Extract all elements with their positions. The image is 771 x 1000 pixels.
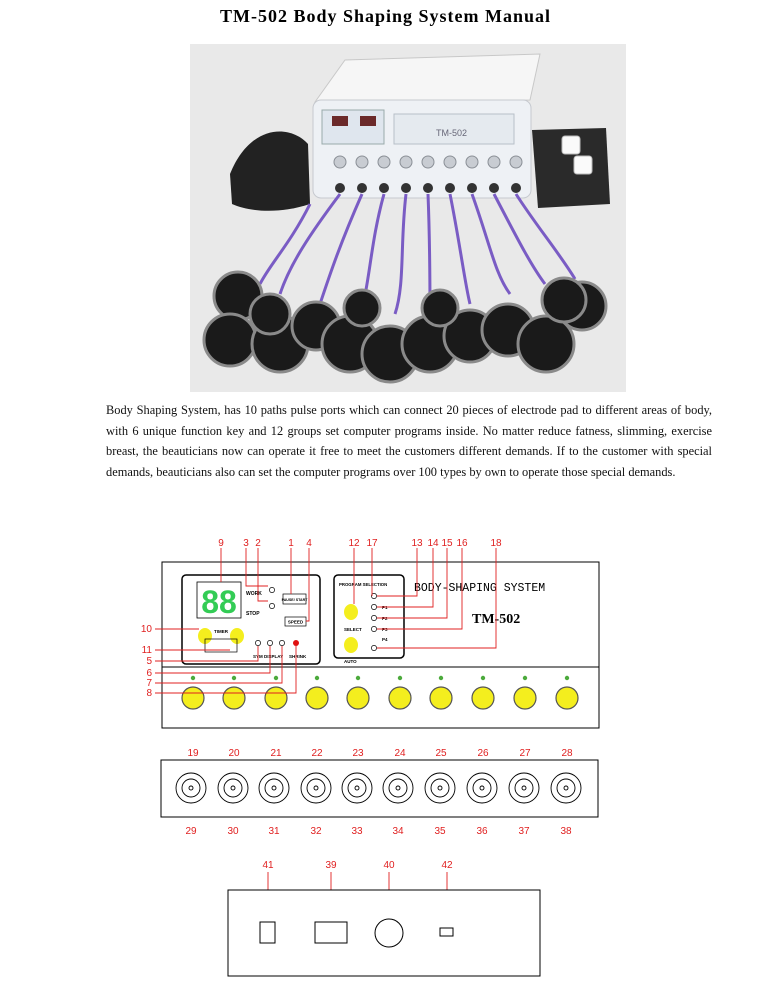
knob-number: 19 xyxy=(187,748,199,759)
shrink-led xyxy=(293,640,299,646)
channel-knob-1[interactable] xyxy=(182,687,204,709)
display-digits: 88 xyxy=(201,584,237,620)
channel-knob-8[interactable] xyxy=(472,687,494,709)
knob-number: 27 xyxy=(519,748,531,759)
callout-10: 10 xyxy=(140,624,152,635)
port-number-row xyxy=(185,826,572,837)
select-label: SELECT xyxy=(344,627,362,632)
callout-13: 13 xyxy=(411,538,423,549)
auto-led xyxy=(371,645,376,650)
channel-knob-4[interactable] xyxy=(306,687,328,709)
channel-knob-5[interactable] xyxy=(347,687,369,709)
callout-17: 17 xyxy=(366,538,378,549)
output-port-2[interactable] xyxy=(218,773,248,803)
channel-knob-10[interactable] xyxy=(556,687,578,709)
output-port-1[interactable] xyxy=(176,773,206,803)
callout-16: 16 xyxy=(456,538,468,549)
sym-display-label: SYM DISPLAY xyxy=(253,654,284,659)
shrink-label: SHRINK xyxy=(289,654,307,659)
knob-number: 22 xyxy=(311,748,323,759)
knob-number-row xyxy=(187,748,573,759)
port-number: 29 xyxy=(185,826,197,837)
knob-number: 26 xyxy=(477,748,489,759)
callout-8: 8 xyxy=(146,688,152,699)
port-number: 34 xyxy=(392,826,404,837)
channel-knob-2[interactable] xyxy=(223,687,245,709)
device-illustration xyxy=(190,44,626,392)
device-photo xyxy=(190,44,626,392)
callout-2: 2 xyxy=(255,538,261,549)
program-selection-label: PROGRAM SELECTION xyxy=(339,582,388,587)
pause-start-label: PAUSE/ START xyxy=(281,598,308,602)
work-led xyxy=(269,587,274,592)
callout-9: 9 xyxy=(218,538,224,549)
output-port-4[interactable] xyxy=(301,773,331,803)
small-port[interactable] xyxy=(440,928,453,936)
port-number: 30 xyxy=(227,826,239,837)
auto-label: AUTO xyxy=(344,659,357,664)
description-paragraph: Body Shaping System, has 10 paths pulse ports which can connect 20 pieces of electrode pad to different areas of body, with 6 unique function key and 12 groups set computer programs inside. No matter reduce fatness, slimming, exercise breast, the beauticians now can operate it free to meet the customers different demands. If to the customer with special demands, beauticians also can set the computer programs over 100 types by own to operate those special demands. xyxy=(106,403,712,479)
p1-led xyxy=(371,604,376,609)
fuse-holder[interactable] xyxy=(375,919,403,947)
knob-number: 25 xyxy=(435,748,447,759)
callout-7: 7 xyxy=(146,678,152,689)
select-knob[interactable] xyxy=(344,637,358,653)
callout-41: 41 xyxy=(262,860,274,871)
p2-label: P2 xyxy=(382,616,388,621)
port-number: 38 xyxy=(560,826,572,837)
port-number: 37 xyxy=(518,826,530,837)
callout-3: 3 xyxy=(243,538,249,549)
p3-led xyxy=(371,626,376,631)
p4-label: P4 xyxy=(382,637,388,642)
p1-label: P1 xyxy=(382,605,388,610)
document-title: TM-502 Body Shaping System Manual xyxy=(219,6,552,26)
knob-number: 21 xyxy=(270,748,282,759)
channel-knob-6[interactable] xyxy=(389,687,411,709)
back-panel-numbers xyxy=(262,860,453,871)
callout-4: 4 xyxy=(306,538,312,549)
callout-18: 18 xyxy=(490,538,502,549)
callout-12: 12 xyxy=(348,538,360,549)
stop-led xyxy=(269,603,274,608)
power-socket[interactable] xyxy=(315,922,347,943)
model-name: TM-502 xyxy=(472,612,521,627)
speed-label: SPEED xyxy=(287,619,304,625)
output-port-9[interactable] xyxy=(509,773,539,803)
channel-knob-3[interactable] xyxy=(265,687,287,709)
callout-15: 15 xyxy=(441,538,453,549)
sym-led-3 xyxy=(279,640,284,645)
callout-14: 14 xyxy=(427,538,439,549)
knob-number: 24 xyxy=(394,748,406,759)
knob-number: 23 xyxy=(352,748,364,759)
callout-40: 40 xyxy=(383,860,395,871)
sym-led-1 xyxy=(255,640,260,645)
callout-1: 1 xyxy=(288,538,294,549)
p3-label: P3 xyxy=(382,627,388,632)
knob-number: 20 xyxy=(228,748,240,759)
callout-6: 6 xyxy=(146,668,152,679)
output-port-8[interactable] xyxy=(467,773,497,803)
output-port-10[interactable] xyxy=(551,773,581,803)
device-photo-model-label: TM-502 xyxy=(436,128,468,138)
callout-11: 11 xyxy=(141,645,152,656)
power-switch[interactable] xyxy=(260,922,275,943)
system-name: BODY-SHAPING SYSTEM xyxy=(414,582,546,595)
port-number: 36 xyxy=(476,826,488,837)
channel-knob-7[interactable] xyxy=(430,687,452,709)
sym-led-2 xyxy=(267,640,272,645)
panel-diagram xyxy=(0,530,771,1000)
port-number: 31 xyxy=(268,826,280,837)
callout-39: 39 xyxy=(325,860,337,871)
output-port-6[interactable] xyxy=(383,773,413,803)
output-port-3[interactable] xyxy=(259,773,289,803)
output-port-5[interactable] xyxy=(342,773,372,803)
work-label: WORK xyxy=(246,591,262,597)
port-number: 35 xyxy=(434,826,446,837)
knob-number: 28 xyxy=(561,748,573,759)
channel-knob-9[interactable] xyxy=(514,687,536,709)
timer-label: TIMER xyxy=(214,629,228,634)
p2-led xyxy=(371,615,376,620)
stop-label: STOP xyxy=(246,611,260,617)
callout-5: 5 xyxy=(146,656,152,667)
output-port-7[interactable] xyxy=(425,773,455,803)
port-number: 32 xyxy=(310,826,322,837)
callout-42: 42 xyxy=(441,860,453,871)
program-knob[interactable] xyxy=(344,604,358,620)
port-number: 33 xyxy=(351,826,363,837)
